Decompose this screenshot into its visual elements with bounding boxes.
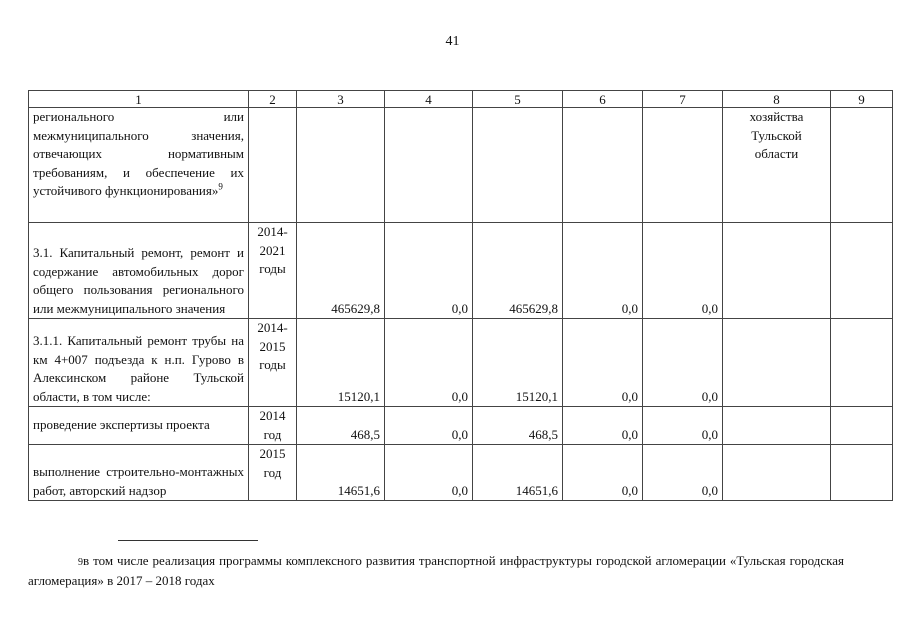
row-executor — [723, 223, 831, 319]
row-description: выполнение строительно-монтажных работ, авторский надзор — [29, 445, 249, 501]
footnote-text: в том числе реализация программы комплексного развития транспортной инфраструктуры городской агломерации «Тульская городская агломерация» в 2017 – 2018 годах — [28, 553, 844, 588]
column-header: 4 — [385, 91, 473, 108]
row-description: регионального или межмуниципального значения, отвечающих нормативным требованиям, и обеспечение их устойчивого функционирования»$^9$ — [29, 108, 249, 223]
row-period: 2014-2021 годы — [249, 223, 297, 319]
table-row — [29, 108, 893, 223]
row-value: 0,0 — [385, 445, 473, 501]
row-value: 0,0 — [563, 407, 643, 445]
column-header: 6 — [563, 91, 643, 108]
row-value: 0,0 — [563, 319, 643, 407]
row-value: 465629,8 — [473, 223, 563, 319]
footnote-ref: 9 — [218, 181, 223, 192]
table-row — [29, 407, 893, 445]
footnote-separator — [118, 540, 258, 541]
row-executor — [723, 407, 831, 445]
row-value: 0,0 — [385, 319, 473, 407]
column-header: 1 — [29, 91, 249, 108]
page-number: 41 — [445, 34, 460, 49]
row-value: 0,0 — [385, 223, 473, 319]
row-value — [297, 108, 385, 223]
row-period: 2014 год — [249, 407, 297, 445]
row-executor: хозяйства Тульской области — [723, 108, 831, 223]
row-period — [249, 108, 297, 223]
row-value: 14651,6 — [473, 445, 563, 501]
row-value: 465629,8 — [297, 223, 385, 319]
row-value: 14651,6 — [297, 445, 385, 501]
row-value: 15120,1 — [297, 319, 385, 407]
column-header: 3 — [297, 91, 385, 108]
row-period: 2014-2015 годы — [249, 319, 297, 407]
row-value: 0,0 — [385, 407, 473, 445]
row-value: 0,0 — [563, 223, 643, 319]
column-header: 9 — [831, 91, 893, 108]
row-description: 3.1. Капитальный ремонт, ремонт и содержание автомобильных дорог общего пользования регионального или межмуниципального значения — [29, 223, 249, 319]
row-extra — [831, 319, 893, 407]
row-extra — [831, 445, 893, 501]
row-value: 468,5 — [297, 407, 385, 445]
row-extra — [831, 407, 893, 445]
table-row — [29, 445, 893, 501]
table-row — [29, 223, 893, 319]
footnote — [28, 552, 844, 590]
table-row — [29, 319, 893, 407]
row-value — [643, 108, 723, 223]
row-value — [563, 108, 643, 223]
row-value — [473, 108, 563, 223]
row-period: 2015 год — [249, 445, 297, 501]
footnote-marker: 9 — [78, 557, 83, 568]
row-value — [385, 108, 473, 223]
row-value: 0,0 — [643, 445, 723, 501]
budget-table — [28, 90, 893, 501]
row-value: 0,0 — [563, 445, 643, 501]
row-value: 0,0 — [643, 319, 723, 407]
row-value: 468,5 — [473, 407, 563, 445]
row-extra — [831, 223, 893, 319]
row-value: 15120,1 — [473, 319, 563, 407]
column-header: 7 — [643, 91, 723, 108]
column-header: 2 — [249, 91, 297, 108]
table-header-row — [29, 91, 893, 108]
column-header: 5 — [473, 91, 563, 108]
row-description: 3.1.1. Капитальный ремонт трубы на км 4+007 подъезда к н.п. Гурово в Алексинском районе Тульской области, в том числе: — [29, 319, 249, 407]
row-extra — [831, 108, 893, 223]
column-header: 8 — [723, 91, 831, 108]
row-executor — [723, 445, 831, 501]
row-executor — [723, 319, 831, 407]
row-description: проведение экспертизы проекта — [29, 407, 249, 445]
row-value: 0,0 — [643, 407, 723, 445]
row-value: 0,0 — [643, 223, 723, 319]
